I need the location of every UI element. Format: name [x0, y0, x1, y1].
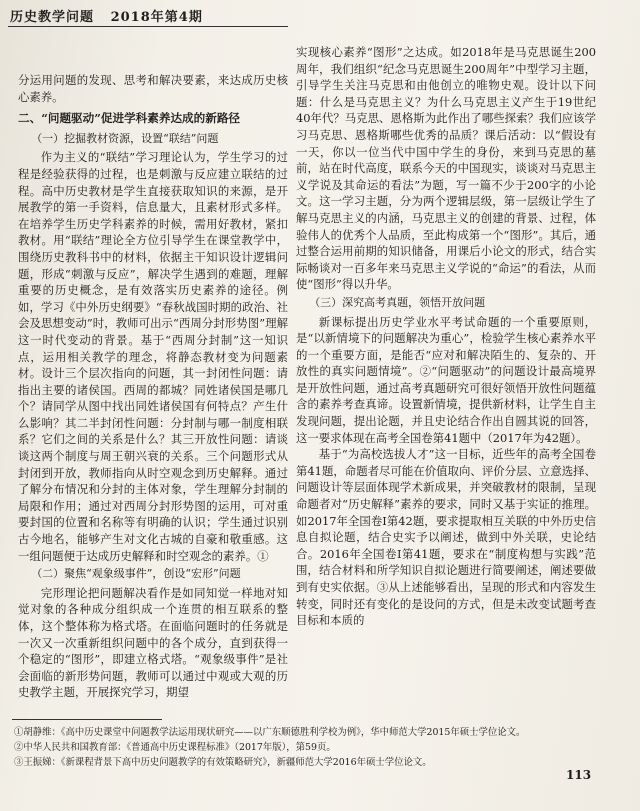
paragraph: 新课标提出历史学业水平考试命题的一个重要原则，是“以新情境下的问题解决为重心”，检验学生核心素养水平的一个重要方面，是能否“应对和解决陌生的、复杂的、开放性的真实问题情境”。②“问题驱动”的问题设计最高境界是开放性问题，通过高考真题研究可很好领悟开放性问题蕴含的素养考查真谛。设置新情境，提供新材料，让学生自主发现问题，提出论题，并且史论结合作出自圆其说的回答，这一要求体现在高考全国卷第41题中（2017年为42题）。 [296, 314, 596, 445]
paragraph: 基于“为高校选拔人才”这一目标，近些年的高考全国卷第41题，命题者尽可能在价值取向、评价分层、立意选择、问题设计等层面体现学术新成果，并突破教材的限制，呈现命题者对“历史解释”素养的要求，同时又基于实证的推理。如2017年全国卷Ⅰ第42题，要求提取相互关联的中外历史信息自拟论题，结合史实予以阐述，做到中外关联，史论结合。2016年全国卷Ⅰ第41题，要求在“制度构想与实践”范围，结合材料和所学知识自拟论题进行简要阐述，阐述要做到有史实依据。③从上述能够看出，呈现的形式和内容发生转变，同时还有变化的是设问的方式，但是未改变试题考查目标和本质的 [296, 447, 596, 628]
running-header [10, 6, 280, 25]
header-rule [8, 26, 288, 27]
footnote: ②中华人民共和国教育部：《普通高中历史课程标准》（2017年版），第59页。 [14, 742, 336, 753]
journal-name: 历史教学问题 [10, 10, 95, 25]
right-column [296, 44, 596, 629]
footnote: ③王振娣：《新课程背景下高中历史问题教学的有效策略研究》，新疆师范大学2016年硕士学位论文。 [14, 757, 432, 768]
issue-label: 2018年第4期 [110, 10, 203, 25]
subsection-heading: （三）深究高考真题，领悟开放问题 [309, 295, 486, 309]
footnote: ①胡静维：《高中历史课堂中问题教学法运用现状研究——以广东顺德胜利学校为例》，华中师范大学2015年硕士学位论文。 [14, 727, 526, 738]
paragraph: 作为主义的“联结”学习理论认为，学生学习的过程是经验获得的过程，也是刺激与反应建立联结的过程。高中历史教材是学生直接获取知识的来源，是开展教学的第一手资料，信息量大，且素材形式多样。在培养学生历史学科素养的时候，需用好教材，紧扣教材。用“联结”理论全方位引导学生在课堂教学中，围绕历史教科书中的材料，依据主干知识设计逻辑问题，形成“刺激与反应”，解决学生遇到的难题，理解重要的历史概念，是有效落实历史素养的途径。例如，学习《中外历史纲要》“春秋战国时期的政治、社会及思想变动”时，教师可出示“西周分封形势图”理解这一时代变动的背景。基于“西周分封制”这一知识点，运用相关教学的理念，将静态教材变为问题素材。设计三个层次指向的问题，其一封闭性问题：请指出主要的诸侯国。西周的都城？同姓诸侯国是哪几个？请同学从图中找出同姓诸侯国有何特点？产生什么影响？其二半封闭性问题：分封制与哪一制度相联系？它们之间的关系是什么？其三开放性问题：请谈谈这两个制度与周王朝兴衰的关系。三个问题形式从封闭到开放，教师指向从时空观念到历史解释。通过了解分布情况和分封的主体对象，学生理解分封制的局限和作用；通过对西周分封形势图的运用，可对重要封国的位置和名称等有明确的认识；学生通过识别古今地名，能够产生对文化古城的自豪和敬重感。这一组问题便于达成历史解释和时空观念的素养。① [18, 150, 288, 563]
footnotes [14, 725, 604, 770]
page-number: 113 [566, 768, 592, 782]
section-heading: 二、“问题驱动”促进学科素养达成的新路径 [18, 111, 241, 126]
subsection-heading: （一）挖掘教材资源，设置“联结”问题 [31, 131, 219, 145]
footnote-rule [12, 719, 162, 720]
subsection-heading: （二）聚焦“观象级事件”，创设“宏形”问题 [31, 567, 241, 581]
paragraph: 实现核心素养“图形”之达成。如2018年是马克思诞生200周年，我们组织“纪念马克思诞生200周年”中型学习主题，引导学生关注马克思和由他创立的唯物史观。设计以下问题：什么是马克思主义？为什么马克思主义产生于19世纪40年代？马克思、恩格斯为此作出了哪些探索？我们应该学习马克思、恩格斯哪些优秀的品质？课后活动：以“假设有一天，你以一位当代中国中学生的身份，来到马克思的墓前，站在时代高度，联系今天的中国现实，谈谈对马克思主义学说及其命运的看法”为题，写一篇不少于200字的小论文。这一学习主题，分为两个逻辑层级，第一层级让学生了解马克思主义的内涵，马克思主义的创建的背景、过程，体验伟人的优秀个人品质，至此构成第一个“图形”。其后，通过整合运用前期的知识储备，用课后小论文的形式，结合实际畅谈对一百多年来马克思主义学说的“命运”的看法，从而使“图形”得以升华。 [296, 45, 596, 292]
paragraph: 分运用问题的发现、思考和解决要素，来达成历史核心素养。 [18, 73, 288, 104]
paragraph: 完形理论把问题解决看作是如同知觉一样地对知觉对象的各种成分组织成一个连贯的相互联系的整体，这个整体称为格式塔。在面临问题时的任务就是一次又一次重新组织问题中的各个成分，直到获得一个稳定的“图形”，即建立格式塔。“观象级事件”是社会面临的新形势问题，教师可以通过中观或大观的历史教学主题，开展探究学习，期望 [18, 585, 288, 700]
left-column [18, 72, 288, 701]
